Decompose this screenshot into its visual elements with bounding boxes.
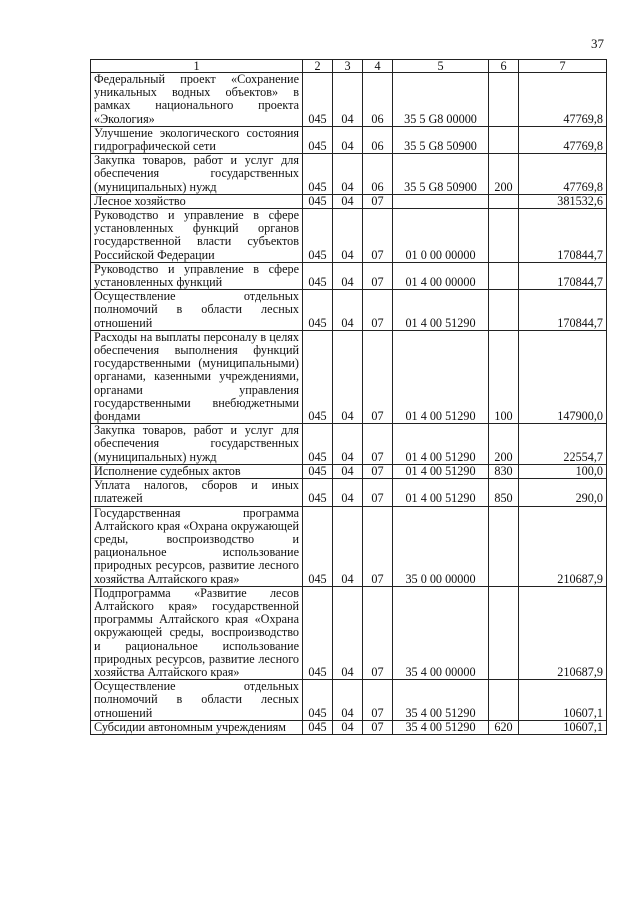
row-c5-cell: 01 0 00 00000 [393,209,489,263]
row-c6-cell [489,73,519,127]
table-row [91,126,607,153]
row-c7-cell: 47769,8 [519,73,607,127]
row-c7-cell: 381532,6 [519,194,607,208]
column-header: 7 [519,60,607,73]
row-c5-cell: 01 4 00 00000 [393,262,489,289]
row-c2-cell: 045 [303,194,333,208]
row-c3-cell: 04 [333,209,363,263]
row-c4-cell: 06 [363,126,393,153]
row-c2-cell: 045 [303,464,333,478]
row-c7-cell: 10607,1 [519,720,607,734]
column-header: 6 [489,60,519,73]
table-row [91,73,607,127]
row-c4-cell: 07 [363,586,393,679]
row-c7-cell: 10607,1 [519,680,607,721]
row-c6-cell [489,680,519,721]
row-c7-cell: 47769,8 [519,126,607,153]
row-c2-cell: 045 [303,209,333,263]
row-c3-cell: 04 [333,680,363,721]
row-c2-cell: 045 [303,73,333,127]
row-c5-cell [393,194,489,208]
row-c6-cell [489,194,519,208]
table-row [91,424,607,465]
row-c2-cell: 045 [303,506,333,586]
row-c7-cell: 210687,9 [519,586,607,679]
row-c7-cell: 22554,7 [519,424,607,465]
row-c5-cell: 35 4 00 51290 [393,720,489,734]
row-c2-cell: 045 [303,126,333,153]
row-c5-cell: 01 4 00 51290 [393,330,489,423]
row-c6-cell [489,126,519,153]
row-c4-cell: 07 [363,194,393,208]
row-c2-cell: 045 [303,680,333,721]
row-c2-cell: 045 [303,720,333,734]
row-c4-cell: 07 [363,330,393,423]
row-c7-cell: 170844,7 [519,262,607,289]
table-row [91,209,607,263]
row-c6-cell: 200 [489,154,519,195]
row-c3-cell: 04 [333,126,363,153]
row-c3-cell: 04 [333,330,363,423]
column-header: 1 [91,60,303,73]
row-c2-cell: 045 [303,424,333,465]
row-name-cell: Субсидии автономным учреждениям [91,720,303,734]
row-name-cell: Осуществление отдельных полномочий в области лесных отношений [91,680,303,721]
row-c2-cell: 045 [303,154,333,195]
row-c3-cell: 04 [333,194,363,208]
row-c6-cell [489,586,519,679]
row-c6-cell: 200 [489,424,519,465]
row-c5-cell: 35 0 00 00000 [393,506,489,586]
row-c5-cell: 01 4 00 51290 [393,479,489,506]
row-c2-cell: 045 [303,262,333,289]
row-c5-cell: 35 4 00 51290 [393,680,489,721]
table-row [91,680,607,721]
table-row [91,464,607,478]
row-c4-cell: 07 [363,479,393,506]
row-c7-cell: 147900,0 [519,330,607,423]
row-c3-cell: 04 [333,506,363,586]
row-c3-cell: 04 [333,720,363,734]
row-c4-cell: 06 [363,154,393,195]
row-name-cell: Федеральный проект «Сохранение уникальных водных объектов» в рамках национального проекта «Экология» [91,73,303,127]
row-c7-cell: 210687,9 [519,506,607,586]
row-name-cell: Подпрограмма «Развитие лесов Алтайского края» государственной программы Алтайского края «Охрана окружающей среды, воспроизводство и рациональное использование природных ресурсов, развитие лесного хозяйства Алтайского края» [91,586,303,679]
column-header: 5 [393,60,489,73]
row-c3-cell: 04 [333,479,363,506]
table-row [91,506,607,586]
row-c3-cell: 04 [333,262,363,289]
row-c5-cell: 35 5 G8 00000 [393,73,489,127]
row-c3-cell: 04 [333,464,363,478]
row-c4-cell: 06 [363,73,393,127]
table-row [91,479,607,506]
table-row [91,720,607,734]
row-c6-cell: 620 [489,720,519,734]
row-c5-cell: 35 4 00 00000 [393,586,489,679]
budget-table [90,59,607,735]
table-header-row [91,60,607,73]
row-c4-cell: 07 [363,262,393,289]
row-c6-cell [489,209,519,263]
row-c7-cell: 100,0 [519,464,607,478]
row-c5-cell: 01 4 00 51290 [393,464,489,478]
row-name-cell: Расходы на выплаты персоналу в целях обеспечения выполнения функций государственными (муниципальными) органами, казенными учреждениями, органами управления государственными внебюджетными фондами [91,330,303,423]
table-row [91,194,607,208]
row-c7-cell: 170844,7 [519,209,607,263]
table-row [91,290,607,331]
row-c4-cell: 07 [363,464,393,478]
row-c4-cell: 07 [363,506,393,586]
table-row [91,330,607,423]
row-c5-cell: 01 4 00 51290 [393,290,489,331]
column-header: 4 [363,60,393,73]
row-name-cell: Закупка товаров, работ и услуг для обеспечения государственных (муниципальных) нужд [91,154,303,195]
column-header: 3 [333,60,363,73]
row-c3-cell: 04 [333,73,363,127]
table-row [91,154,607,195]
row-c6-cell [489,290,519,331]
row-c3-cell: 04 [333,424,363,465]
row-c2-cell: 045 [303,586,333,679]
row-c4-cell: 07 [363,680,393,721]
row-name-cell: Государственная программа Алтайского края «Охрана окружающей среды, воспроизводство и рациональное использование природных ресурсов, развитие лесного хозяйства Алтайского края» [91,506,303,586]
row-c7-cell: 290,0 [519,479,607,506]
row-name-cell: Руководство и управление в сфере установленных функций [91,262,303,289]
row-c5-cell: 35 5 G8 50900 [393,126,489,153]
row-c4-cell: 07 [363,720,393,734]
row-c4-cell: 07 [363,290,393,331]
row-name-cell: Исполнение судебных актов [91,464,303,478]
column-header: 2 [303,60,333,73]
row-c7-cell: 170844,7 [519,290,607,331]
row-c2-cell: 045 [303,479,333,506]
table-row [91,586,607,679]
row-name-cell: Осуществление отдельных полномочий в области лесных отношений [91,290,303,331]
row-name-cell: Руководство и управление в сфере установленных функций органов государственной власти субъектов Российской Федерации [91,209,303,263]
row-name-cell: Уплата налогов, сборов и иных платежей [91,479,303,506]
row-name-cell: Закупка товаров, работ и услуг для обеспечения государственных (муниципальных) нужд [91,424,303,465]
row-c5-cell: 35 5 G8 50900 [393,154,489,195]
row-c3-cell: 04 [333,154,363,195]
row-c3-cell: 04 [333,586,363,679]
row-c5-cell: 01 4 00 51290 [393,424,489,465]
row-c2-cell: 045 [303,290,333,331]
row-c4-cell: 07 [363,424,393,465]
row-c6-cell: 830 [489,464,519,478]
row-c6-cell: 850 [489,479,519,506]
table-row [91,262,607,289]
row-c6-cell: 100 [489,330,519,423]
row-c2-cell: 045 [303,330,333,423]
row-c6-cell [489,262,519,289]
row-c7-cell: 47769,8 [519,154,607,195]
row-c6-cell [489,506,519,586]
page-number: 37 [591,36,604,51]
row-c4-cell: 07 [363,209,393,263]
row-c3-cell: 04 [333,290,363,331]
row-name-cell: Лесное хозяйство [91,194,303,208]
row-name-cell: Улучшение экологического состояния гидрографической сети [91,126,303,153]
